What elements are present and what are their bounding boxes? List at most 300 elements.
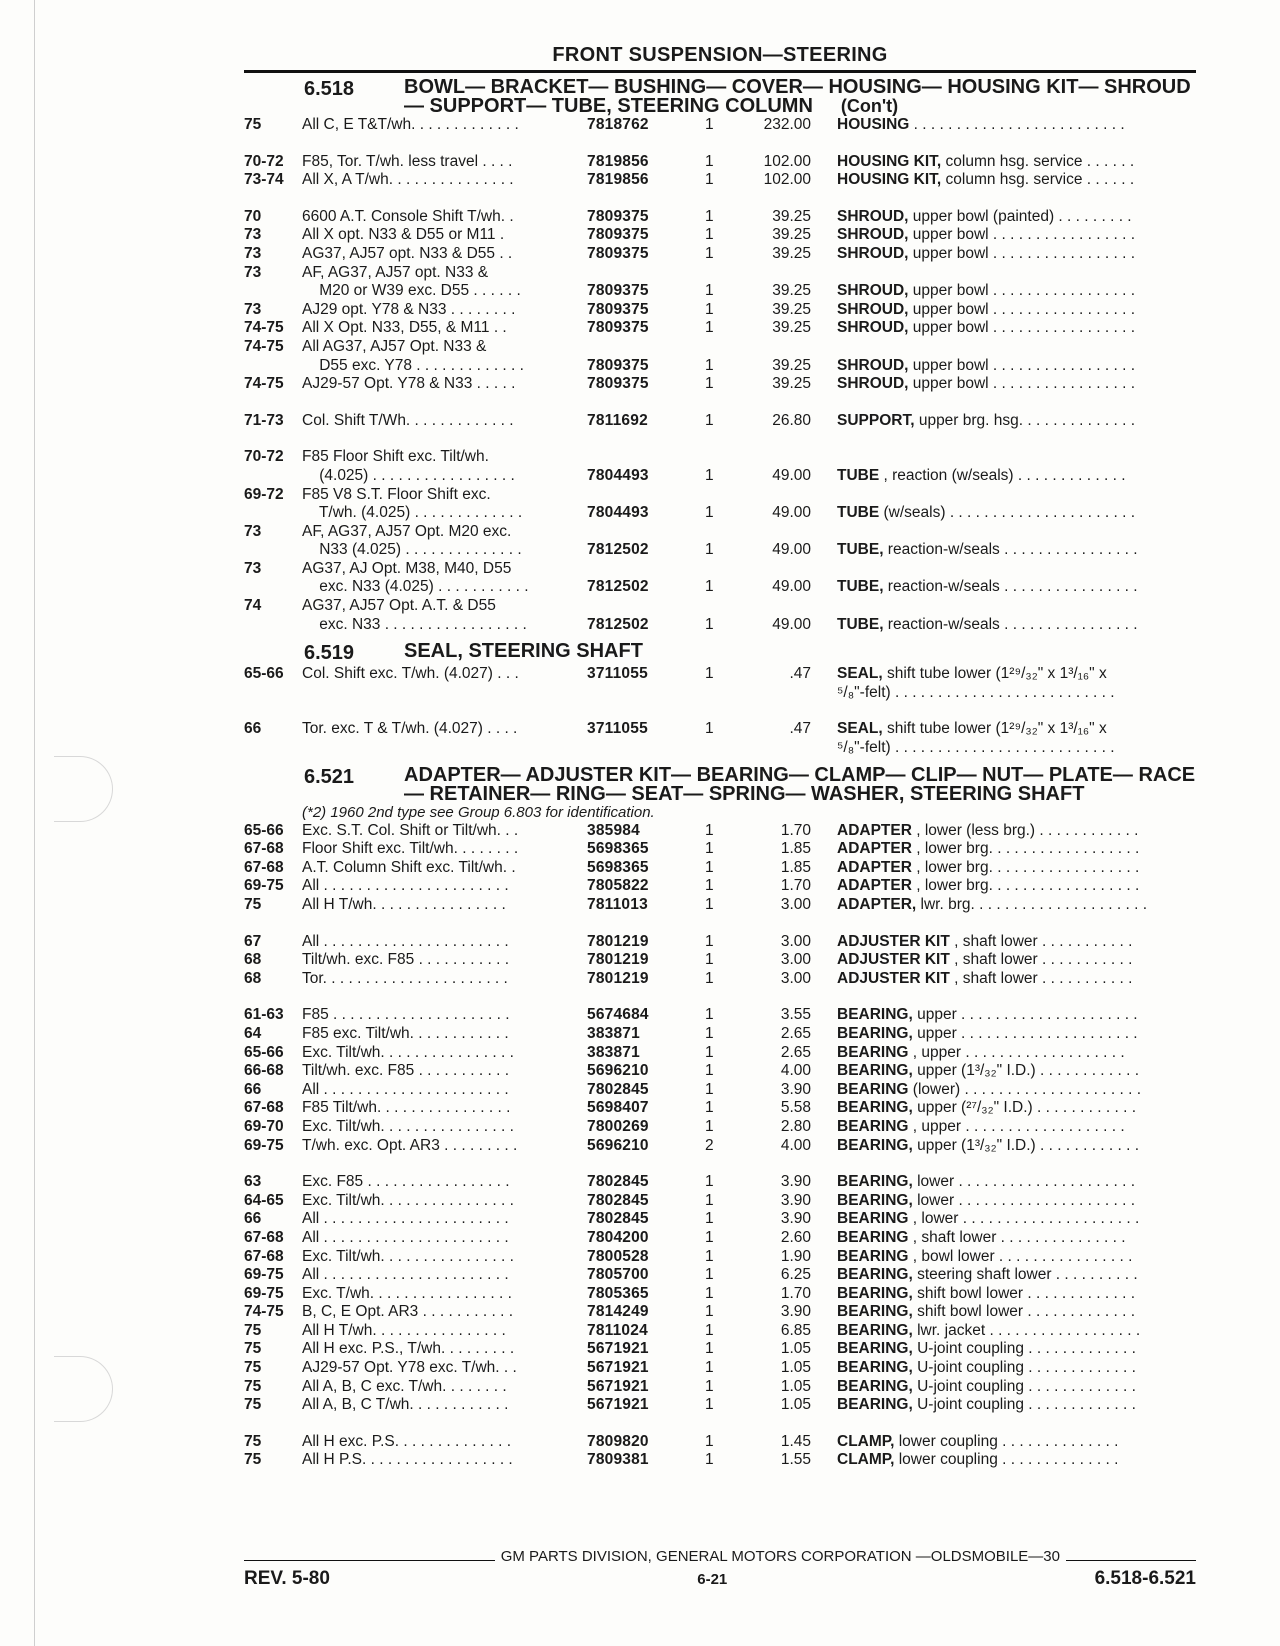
quantity: [695, 486, 741, 505]
price: 3.00: [780, 951, 811, 969]
header-rule: [244, 70, 1196, 73]
parts-row: [244, 1118, 1196, 1137]
quantity: 1: [705, 932, 714, 950]
quantity: 1: [705, 1321, 714, 1339]
description-detail: lwr. brg. . . . . . . . . . . . . . . . . . . . .: [916, 896, 1148, 913]
description: [811, 1451, 1196, 1470]
description-name: HOUSING KIT,: [837, 152, 942, 170]
quantity: [695, 739, 741, 758]
quantity: 1: [705, 504, 714, 522]
description-name: TUBE,: [837, 615, 884, 633]
footer-publisher: GM PARTS DIVISION, GENERAL MOTORS CORPORATION —OLDSMOBILE—30: [500, 1548, 1060, 1565]
model-year: 69-72: [244, 485, 284, 503]
parts-row: [244, 1210, 1196, 1229]
application: [302, 684, 587, 703]
quantity: 1: [705, 1191, 714, 1209]
price: 1.05: [780, 1359, 811, 1377]
model-year: 75: [244, 1396, 262, 1414]
description-name: HOUSING KIT,: [837, 171, 942, 189]
description: [811, 1248, 1196, 1267]
price: 3.00: [780, 932, 811, 950]
model-year: 64-65: [244, 1191, 284, 1209]
model-year: 68: [244, 969, 262, 987]
price: 39.25: [772, 375, 811, 393]
group-spacer: [244, 394, 1196, 412]
part-number: 7811024: [587, 1321, 648, 1339]
description-detail: , shaft lower . . . . . . . . . . .: [949, 951, 1133, 969]
description-detail: column hsg. service . . . . . .: [941, 152, 1135, 170]
parts-row: [244, 1266, 1196, 1285]
part-number: 7800528: [587, 1247, 649, 1265]
parts-listing: [244, 78, 1196, 1470]
description-name: BEARING,: [837, 1303, 913, 1321]
part-number: 7809375: [587, 244, 649, 262]
section-continued-label: (Con't): [840, 96, 899, 116]
quantity: 1: [705, 1340, 714, 1358]
description-detail: upper bowl (painted) . . . . . . . . .: [908, 207, 1132, 225]
application: F85 exc. Tilt/wh. . . . . . . . . . . .: [302, 1024, 509, 1042]
parts-row: [244, 877, 1196, 896]
parts-row: [244, 523, 1196, 542]
application: Exc. Tilt/wh. . . . . . . . . . . . . . . .: [302, 1247, 514, 1265]
parts-row: [244, 933, 1196, 952]
part-number: 383871: [587, 1043, 640, 1061]
price: 39.25: [772, 226, 811, 244]
quantity: 1: [705, 1451, 714, 1469]
parts-row: [244, 1340, 1196, 1359]
section-heading: [244, 78, 1196, 116]
parts-row: [244, 504, 1196, 523]
part-number: 7802845: [587, 1191, 649, 1209]
part-number: 5671921: [587, 1340, 649, 1358]
part-number: 7804200: [587, 1228, 649, 1246]
footer-rule-left: [244, 1560, 495, 1561]
model-year: 67-68: [244, 840, 284, 858]
parts-row: [244, 1192, 1196, 1211]
binder-hole-mark: [54, 1356, 113, 1422]
price: 3.90: [780, 1191, 811, 1209]
model-year: 69-70: [244, 1117, 284, 1135]
part-number: 5696210: [587, 1062, 649, 1080]
price: .47: [789, 665, 811, 683]
description-detail: ⁵/₈"-felt) . . . . . . . . . . . . . . . . . . . . . . . . . .: [837, 683, 1115, 701]
description-detail: , shaft lower . . . . . . . . . . .: [949, 932, 1133, 950]
price: 1.70: [780, 877, 811, 895]
description-detail: upper (1³/₃₂" I.D.) . . . . . . . . . . . .: [912, 1136, 1140, 1154]
quantity: [695, 597, 741, 616]
description-detail: , upper . . . . . . . . . . . . . . . . . . .: [908, 1043, 1125, 1061]
description: [811, 896, 1196, 915]
model-year: 74: [244, 597, 262, 615]
model-year: 69-75: [244, 1136, 284, 1154]
part-number: 7812502: [587, 578, 649, 596]
price: 3.00: [780, 896, 811, 913]
description-detail: upper . . . . . . . . . . . . . . . . . . . . .: [912, 1024, 1138, 1042]
price: [741, 523, 811, 542]
part-number: 7801219: [587, 932, 649, 950]
description-detail: (lower) . . . . . . . . . . . . . . . . . . . . .: [908, 1080, 1142, 1098]
description: [811, 116, 1196, 135]
parts-row: [244, 1081, 1196, 1100]
description-name: CLAMP,: [837, 1451, 895, 1469]
model-year: [244, 357, 302, 376]
model-year: 69-75: [244, 1266, 284, 1284]
model-year: 66: [244, 1080, 262, 1098]
model-year: 71-73: [244, 411, 284, 429]
part-number: 7809375: [587, 282, 649, 300]
part-number: [587, 523, 695, 542]
part-number: 383871: [587, 1024, 640, 1042]
model-year: 74-75: [244, 337, 284, 355]
parts-row: [244, 448, 1196, 467]
price: 49.00: [772, 504, 811, 522]
part-number: 5696210: [587, 1136, 649, 1154]
description: [811, 208, 1196, 227]
model-year: 73-74: [244, 171, 284, 189]
application: Exc. Tilt/wh. . . . . . . . . . . . . . . .: [302, 1191, 514, 1209]
parts-row: [244, 208, 1196, 227]
description-detail: . . . . . . . . . . . . . . . . . . . . . . . . .: [909, 116, 1125, 133]
description-detail: reaction-w/seals . . . . . . . . . . . . . . . .: [883, 541, 1138, 559]
application: All H exc. P.S., T/wh. . . . . . . . .: [302, 1340, 515, 1358]
quantity: 1: [705, 1303, 714, 1321]
description-detail: upper bowl . . . . . . . . . . . . . . . . .: [908, 356, 1136, 374]
description-detail: upper bowl . . . . . . . . . . . . . . . . .: [908, 244, 1136, 262]
description: [811, 684, 1196, 703]
application: F85 V8 S.T. Floor Shift exc.: [302, 485, 491, 503]
description: [811, 1266, 1196, 1285]
price: [741, 560, 811, 579]
part-number: 7811692: [587, 411, 648, 429]
quantity: 1: [705, 720, 714, 738]
group-spacer: [244, 988, 1196, 1006]
description: [811, 301, 1196, 320]
part-number: 5671921: [587, 1396, 649, 1414]
quantity: 1: [705, 1210, 714, 1228]
model-year: 75: [244, 1359, 262, 1377]
model-year: 69-75: [244, 877, 284, 895]
price: 5.58: [780, 1099, 811, 1117]
model-year: 73: [244, 522, 262, 540]
parts-row: [244, 301, 1196, 320]
model-year: 73: [244, 244, 262, 262]
page-title: FRONT SUSPENSION—STEERING: [552, 44, 888, 66]
price: 1.70: [780, 821, 811, 839]
description: [811, 578, 1196, 597]
quantity: 1: [705, 152, 714, 170]
parts-row: [244, 665, 1196, 684]
quantity: 1: [705, 1006, 714, 1024]
price: 2.65: [780, 1043, 811, 1061]
description-name: ADAPTER,: [837, 896, 917, 913]
quantity: 1: [705, 1043, 714, 1061]
description: [811, 264, 1196, 283]
description-detail: shift bowl lower . . . . . . . . . . . . .: [912, 1284, 1136, 1302]
price: [741, 684, 811, 703]
part-number: 7809375: [587, 207, 649, 225]
description-name: SHROUD,: [837, 244, 909, 262]
price: 39.25: [772, 244, 811, 262]
part-number: 7819856: [587, 152, 649, 170]
model-year: 67-68: [244, 1228, 284, 1246]
price: 39.25: [772, 282, 811, 300]
description-name: CLAMP,: [837, 1432, 895, 1450]
price: 26.80: [772, 411, 811, 429]
part-number: 7814249: [587, 1303, 649, 1321]
part-number: 7805365: [587, 1284, 649, 1302]
description: [811, 560, 1196, 579]
description: [811, 523, 1196, 542]
description: [811, 1303, 1196, 1322]
price: 3.90: [780, 1173, 811, 1191]
description-detail: upper bowl . . . . . . . . . . . . . . . . .: [908, 300, 1136, 318]
quantity: 1: [705, 821, 714, 839]
application: Tilt/wh. exc. F85 . . . . . . . . . . .: [302, 1062, 510, 1080]
model-year: 75: [244, 1451, 262, 1469]
part-number: [587, 739, 695, 758]
description-name: BEARING,: [837, 1191, 913, 1209]
application: 6600 A.T. Console Shift T/wh. .: [302, 207, 514, 225]
group-spacer: [244, 190, 1196, 208]
revision-label: REV. 5-80: [244, 1568, 330, 1589]
description: [811, 1433, 1196, 1452]
part-number: 7809820: [587, 1432, 649, 1450]
part-number: 7804493: [587, 504, 649, 522]
description-detail: , lower . . . . . . . . . . . . . . . . . . . . .: [908, 1210, 1140, 1228]
group-spacer: [244, 702, 1196, 720]
part-number: 7805822: [587, 877, 649, 895]
application: AJ29-57 Opt. Y78 & N33 . . . . .: [302, 375, 516, 393]
description: [811, 951, 1196, 970]
description: [811, 245, 1196, 264]
parts-row: [244, 116, 1196, 135]
section-name: [404, 642, 1196, 661]
binder-hole-mark: [54, 756, 113, 822]
part-number: 7809381: [587, 1451, 649, 1469]
price: [741, 597, 811, 616]
section-number: 6.518: [304, 78, 355, 100]
group-spacer: [244, 915, 1196, 933]
description-detail: upper (²⁷/₃₂" I.D.) . . . . . . . . . . . .: [912, 1099, 1137, 1117]
description-name: BEARING,: [837, 1340, 913, 1358]
price: 49.00: [772, 615, 811, 633]
description: [811, 665, 1196, 684]
price: 3.55: [780, 1006, 811, 1024]
parts-row: [244, 1285, 1196, 1304]
model-year: 66: [244, 1210, 262, 1228]
model-year: 75: [244, 1432, 262, 1450]
quantity: 1: [705, 1080, 714, 1098]
parts-row: [244, 970, 1196, 989]
description: [811, 616, 1196, 635]
description: [811, 226, 1196, 245]
section-footnote: (*2) 1960 2nd type see Group 6.803 for identification.: [302, 803, 655, 821]
model-year: 67-68: [244, 858, 284, 876]
description: [811, 375, 1196, 394]
description-detail: , lower brg. . . . . . . . . . . . . . . . . .: [911, 858, 1140, 876]
part-number: 7809375: [587, 300, 649, 318]
description-detail: lower coupling . . . . . . . . . . . . . .: [894, 1432, 1119, 1450]
parts-row: [244, 1099, 1196, 1118]
model-year: 61-63: [244, 1006, 284, 1024]
section-name-text: SEAL, STEERING SHAFT: [404, 640, 643, 663]
parts-row: [244, 1229, 1196, 1248]
application: Exc. Tilt/wh. . . . . . . . . . . . . . . .: [302, 1043, 514, 1061]
price: 1.05: [780, 1340, 811, 1358]
model-year: 75: [244, 1377, 262, 1395]
section-name: [404, 78, 1196, 116]
description-detail: upper bowl . . . . . . . . . . . . . . . . .: [908, 282, 1136, 300]
price: 1.05: [780, 1377, 811, 1395]
quantity: 1: [705, 356, 714, 374]
price: 49.00: [772, 466, 811, 484]
description-name: SHROUD,: [837, 207, 909, 225]
quantity: 1: [705, 207, 714, 225]
application: B, C, E Opt. AR3 . . . . . . . . . . .: [302, 1303, 514, 1321]
group-spacer: [244, 430, 1196, 448]
description-detail: steering shaft lower . . . . . . . . . .: [912, 1266, 1138, 1284]
description: [811, 1322, 1196, 1341]
parts-row: [244, 684, 1196, 703]
application: AF, AG37, AJ57 Opt. M20 exc.: [302, 522, 512, 540]
price: 4.00: [780, 1062, 811, 1080]
quantity: 1: [705, 1173, 714, 1191]
description-name: ADJUSTER KIT: [837, 951, 950, 969]
quantity: 1: [705, 244, 714, 262]
application: All . . . . . . . . . . . . . . . . . . . . . .: [302, 1228, 509, 1246]
parts-row: [244, 541, 1196, 560]
quantity: 1: [705, 171, 714, 189]
description: [811, 720, 1196, 739]
parts-row: [244, 1137, 1196, 1156]
quantity: 1: [705, 300, 714, 318]
description-detail: shift tube lower (1²⁹/₃₂" x 1³/₁₆" x: [882, 720, 1107, 738]
description-detail: , lower brg. . . . . . . . . . . . . . . . . .: [911, 877, 1140, 895]
part-number: 5671921: [587, 1359, 649, 1377]
part-number: 7811013: [587, 896, 648, 913]
parts-row: [244, 1378, 1196, 1397]
application: M20 or W39 exc. D55 . . . . . .: [302, 282, 521, 300]
description-name: SHROUD,: [837, 356, 909, 374]
description-name: BEARING,: [837, 1266, 913, 1284]
part-number: [587, 560, 695, 579]
description-name: BEARING,: [837, 1377, 913, 1395]
description-name: ADAPTER: [837, 821, 912, 839]
description-detail: (w/seals) . . . . . . . . . . . . . . . . . . . . . .: [879, 504, 1135, 522]
price: 1.55: [780, 1451, 811, 1469]
part-number: 7804493: [587, 466, 649, 484]
part-number: [587, 338, 695, 357]
parts-row: [244, 1006, 1196, 1025]
description-name: BEARING: [837, 1117, 909, 1135]
description: [811, 282, 1196, 301]
model-year: 66-68: [244, 1062, 284, 1080]
description-name: BEARING,: [837, 1359, 913, 1377]
quantity: 1: [705, 615, 714, 633]
description: [811, 319, 1196, 338]
model-year: 73: [244, 263, 262, 281]
model-year: [244, 739, 302, 758]
application: All AG37, AJ57 Opt. N33 &: [302, 337, 487, 355]
price: 1.45: [780, 1432, 811, 1450]
description: [811, 412, 1196, 431]
quantity: 1: [705, 1359, 714, 1377]
description-name: BEARING: [837, 1228, 909, 1246]
application: All . . . . . . . . . . . . . . . . . . . . . .: [302, 1266, 509, 1284]
application: F85 . . . . . . . . . . . . . . . . . . . . .: [302, 1006, 510, 1024]
description-name: SEAL,: [837, 665, 883, 683]
part-number: 5698365: [587, 858, 649, 876]
application: All H exc. P.S. . . . . . . . . . . . . .: [302, 1432, 512, 1450]
model-year: 70-72: [244, 448, 284, 466]
part-number: 7809375: [587, 375, 649, 393]
application: All A, B, C T/wh. . . . . . . . . . . .: [302, 1396, 509, 1414]
description-name: ADJUSTER KIT: [837, 969, 950, 987]
quantity: 1: [705, 116, 714, 133]
parts-row: [244, 720, 1196, 739]
application: All C, E T&T/wh. . . . . . . . . . . . .: [302, 116, 519, 133]
quantity: 1: [705, 1024, 714, 1042]
section-name: [404, 763, 1196, 805]
quantity: 1: [705, 1377, 714, 1395]
part-number: 7809375: [587, 226, 649, 244]
price: 102.00: [763, 152, 811, 170]
quantity: 1: [705, 969, 714, 987]
description: [811, 153, 1196, 172]
part-number: 385984: [587, 821, 640, 839]
price: 49.00: [772, 541, 811, 559]
parts-row: [244, 859, 1196, 878]
description-detail: lower . . . . . . . . . . . . . . . . . . . . .: [912, 1191, 1136, 1209]
parts-row: [244, 1322, 1196, 1341]
price: 49.00: [772, 578, 811, 596]
application: T/wh. exc. Opt. AR3 . . . . . . . . .: [302, 1136, 518, 1154]
parts-row: [244, 357, 1196, 376]
application: N33 (4.025) . . . . . . . . . . . . . .: [302, 541, 522, 559]
description: [811, 1210, 1196, 1229]
application: AG37, AJ Opt. M38, M40, D55: [302, 559, 512, 577]
price: 39.25: [772, 207, 811, 225]
description: [811, 1044, 1196, 1063]
description: [811, 1396, 1196, 1415]
price: 3.00: [780, 969, 811, 987]
application: All H T/wh. . . . . . . . . . . . . . . .: [302, 896, 506, 913]
application: exc. N33 . . . . . . . . . . . . . . . . .: [302, 615, 527, 633]
model-year: 70-72: [244, 152, 284, 170]
part-number: 5671921: [587, 1377, 649, 1395]
model-year: 73: [244, 226, 262, 244]
parts-row: [244, 951, 1196, 970]
model-year: [244, 541, 302, 560]
section-name-text: BOWL— BRACKET— BUSHING— COVER— HOUSING— HOUSING KIT— SHROUD— SUPPORT— TUBE, STEERING COLUMN: [404, 76, 1191, 117]
description-detail: U-joint coupling . . . . . . . . . . . . .: [912, 1359, 1136, 1377]
parts-row: [244, 467, 1196, 486]
price: .47: [789, 720, 811, 738]
part-number: 5698407: [587, 1099, 649, 1117]
part-number: 7809375: [587, 356, 649, 374]
description: [811, 840, 1196, 859]
parts-row: [244, 1359, 1196, 1378]
application: All . . . . . . . . . . . . . . . . . . . . . .: [302, 1210, 509, 1228]
page-number: 6-21: [697, 1571, 728, 1588]
footer-publisher-line: [244, 1548, 1196, 1565]
part-number: 3711055: [587, 720, 648, 738]
page-margin-line: [34, 0, 35, 1646]
quantity: 1: [705, 665, 714, 683]
parts-row: [244, 1303, 1196, 1322]
description-detail: upper (1³/₃₂" I.D.) . . . . . . . . . . . .: [912, 1062, 1140, 1080]
description: [811, 970, 1196, 989]
